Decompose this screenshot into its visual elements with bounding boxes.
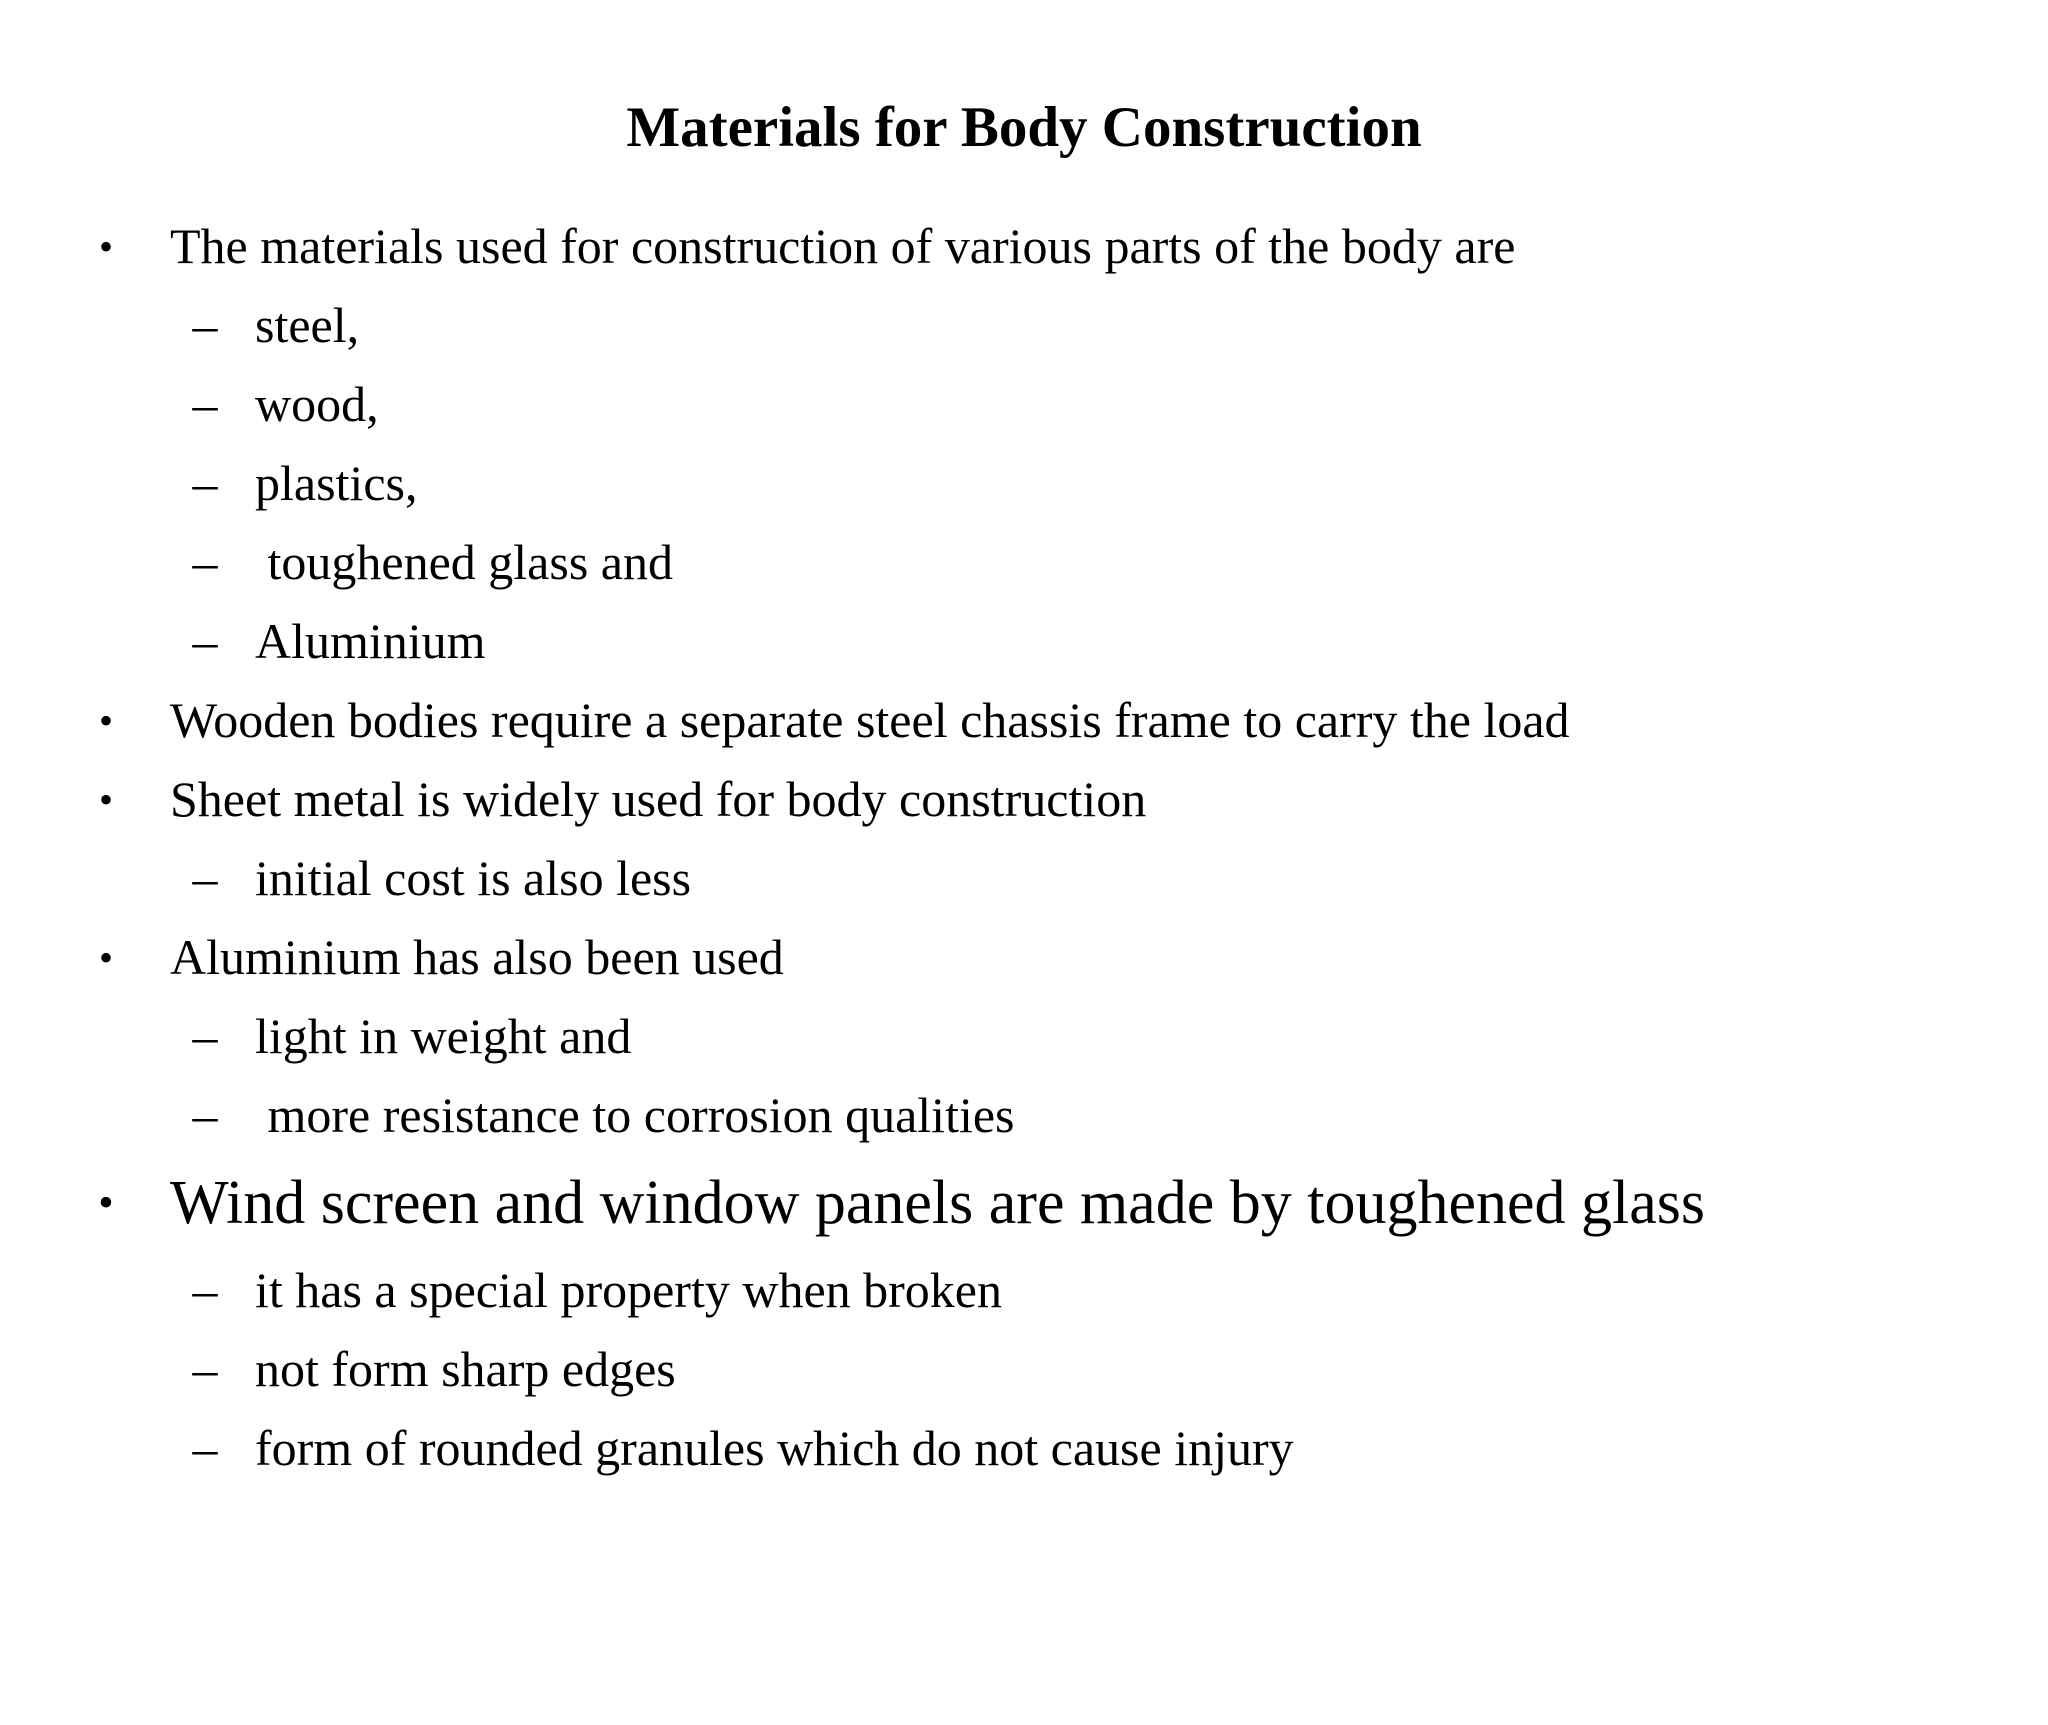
dash-icon: – — [192, 455, 218, 511]
sub-list-item-text: it has a special property when broken — [255, 1262, 1002, 1318]
sub-list-item-text: initial cost is also less — [255, 850, 692, 906]
bullet-list — [0, 207, 2048, 1488]
dash-icon: – — [192, 376, 218, 432]
sub-list-item — [0, 1409, 2048, 1488]
bullet-icon: • — [98, 1178, 114, 1227]
sub-list-item — [0, 1330, 2048, 1409]
list-item-text: The materials used for construction of various parts of the body are — [170, 218, 1516, 274]
list-item-text: Wooden bodies require a separate steel chassis frame to carry the load — [170, 692, 1570, 748]
sub-list-item-text: wood, — [255, 376, 379, 432]
dash-icon: – — [192, 1087, 218, 1143]
dash-icon: – — [192, 1262, 218, 1318]
bullet-icon: • — [98, 777, 113, 822]
dash-icon: – — [192, 613, 218, 669]
bullet-icon: • — [98, 224, 113, 269]
sub-list-item — [0, 286, 2048, 365]
dash-icon: – — [192, 1420, 218, 1476]
sub-list-item-text: plastics, — [255, 455, 418, 511]
sub-list-item — [0, 523, 2048, 602]
sub-list-item-text: more resistance to corrosion qualities — [255, 1087, 1015, 1143]
list-item-text: Wind screen and window panels are made by toughened glass — [170, 1169, 1705, 1237]
list-item — [0, 681, 2048, 760]
sub-list-item-text: light in weight and — [255, 1008, 632, 1064]
dash-icon: – — [192, 850, 218, 906]
slide-title: Materials for Body Construction — [626, 96, 1422, 159]
sub-list-item — [0, 602, 2048, 681]
bullet-icon: • — [98, 698, 113, 743]
sub-list-item-text: steel, — [255, 297, 360, 353]
sub-list-item — [0, 1076, 2048, 1155]
sub-list-item-text: not form sharp edges — [255, 1341, 676, 1397]
sub-list-item — [0, 444, 2048, 523]
sub-list-item — [0, 997, 2048, 1076]
dash-icon: – — [192, 1008, 218, 1064]
dash-icon: – — [192, 297, 218, 353]
list-item — [0, 918, 2048, 997]
list-item-text: Sheet metal is widely used for body construction — [170, 771, 1147, 827]
sub-list-item — [0, 1251, 2048, 1330]
dash-icon: – — [192, 1341, 218, 1397]
sub-list-item-text: Aluminium — [255, 613, 486, 669]
sub-list-item — [0, 365, 2048, 444]
dash-icon: – — [192, 534, 218, 590]
sub-list-item-text: toughened glass and — [255, 534, 673, 590]
list-item-text: Aluminium has also been used — [170, 929, 784, 985]
sub-list-item — [0, 839, 2048, 918]
sub-list-item-text: form of rounded granules which do not cause injury — [255, 1420, 1294, 1476]
list-item-emphasized — [0, 1155, 2048, 1251]
list-item — [0, 207, 2048, 286]
list-item — [0, 760, 2048, 839]
bullet-icon: • — [98, 935, 113, 980]
